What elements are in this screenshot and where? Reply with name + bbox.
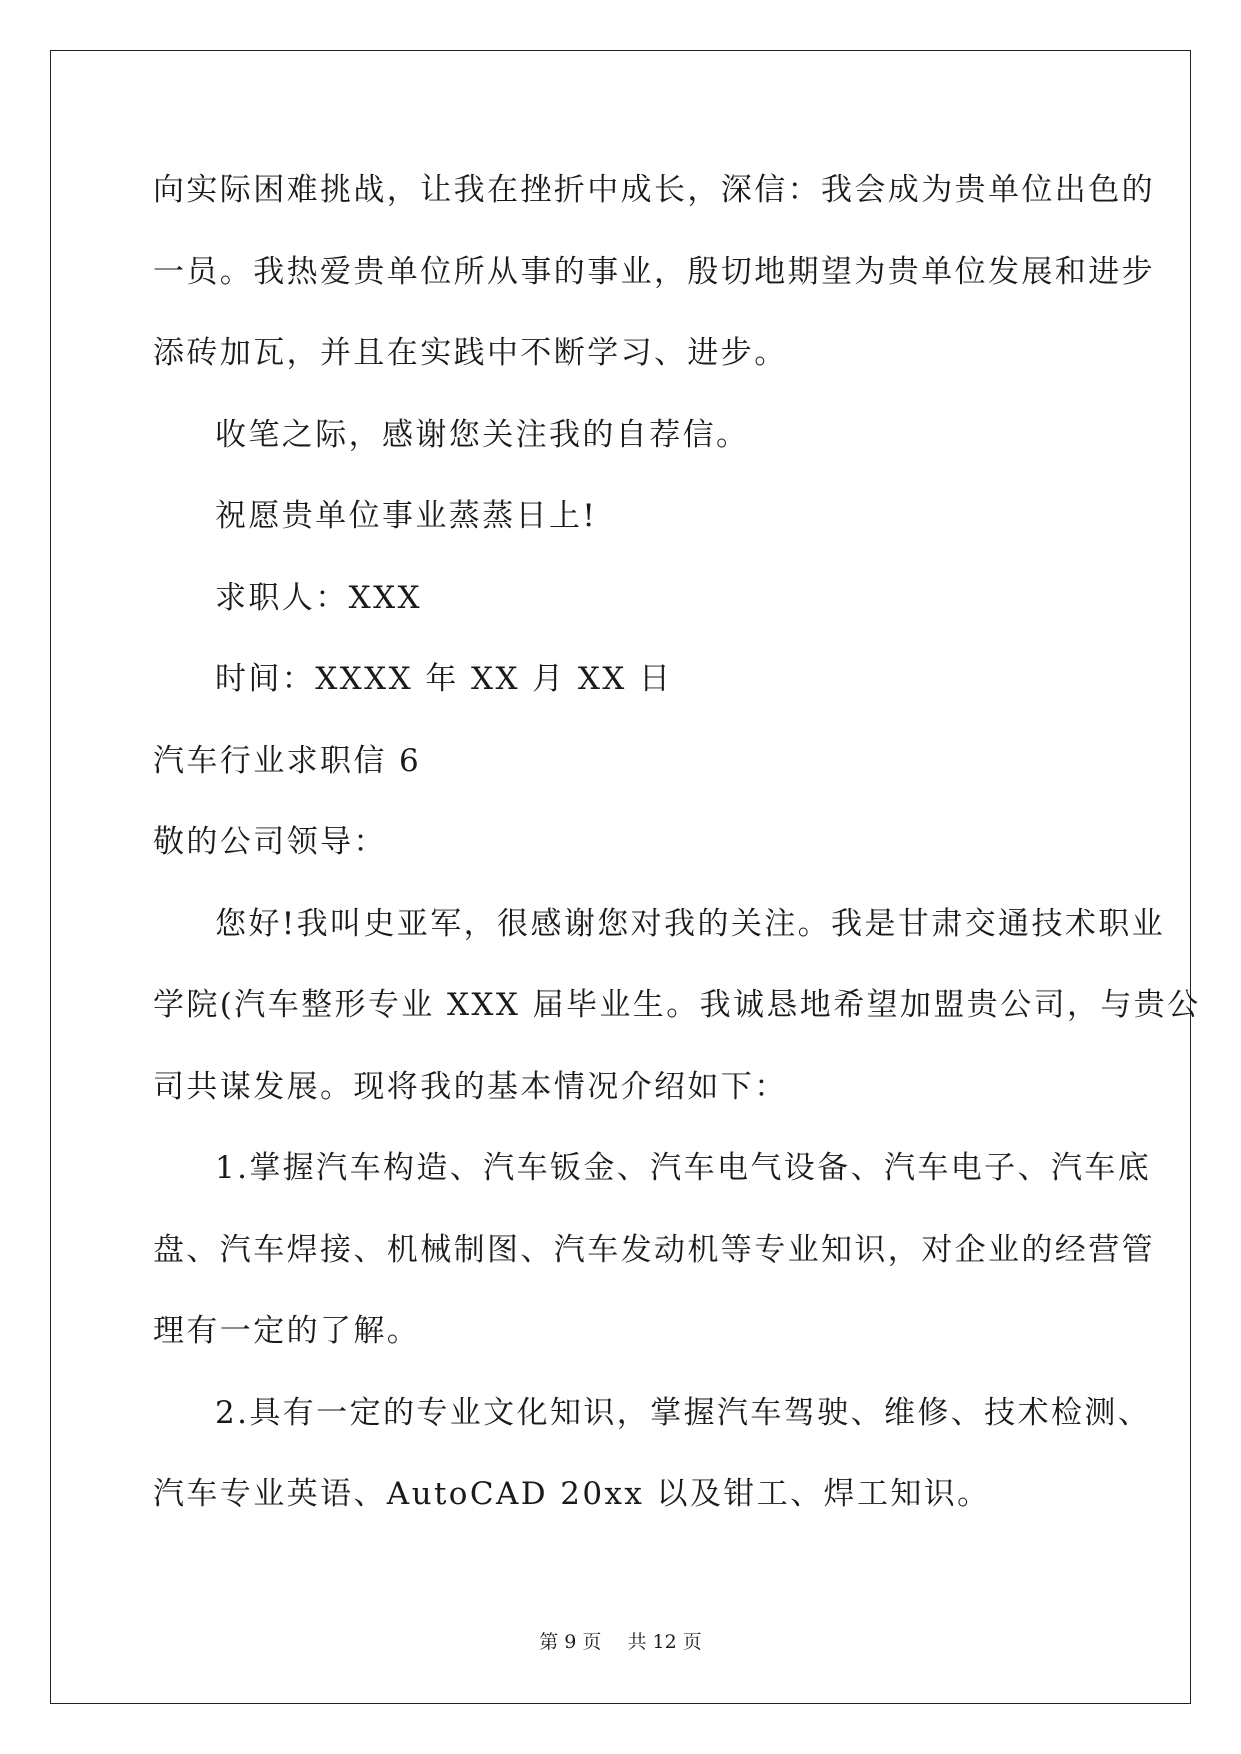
text-line: 祝愿贵单位事业蒸蒸日上! <box>215 498 598 534</box>
text-line: 盘、汽车焊接、机械制图、汽车发动机等专业知识，对企业的经营管 <box>153 1231 1155 1268</box>
text-line: 添砖加瓦，并且在实践中不断学习、进步。 <box>153 335 788 371</box>
text-line: 司共谋发展。现将我的基本情况介绍如下： <box>153 1068 788 1105</box>
text-line: 收笔之际，感谢您关注我的自荐信。 <box>215 416 750 453</box>
text-line: 敬的公司领导： <box>153 824 387 860</box>
text-line: 汽车行业求职信 6 <box>153 742 422 779</box>
text-line: 时间：XXXX 年 XX 月 XX 日 <box>215 661 673 697</box>
page-footer <box>0 1630 1241 1654</box>
text-line: 1.掌握汽车构造、汽车钣金、汽车电气设备、汽车电子、汽车底 <box>215 1150 1152 1186</box>
text-line: 向实际困难挑战，让我在挫折中成长，深信：我会成为贵单位出色的 <box>153 172 1155 208</box>
page-number: 第 9 页 <box>539 1631 602 1653</box>
text-line: 求职人：XXX <box>215 579 423 616</box>
text-line: 汽车专业英语、AutoCAD 20xx 以及钳工、焊工知识。 <box>153 1476 991 1512</box>
page-total: 共 12 页 <box>627 1631 702 1653</box>
document-body <box>153 160 1201 1546</box>
text-line: 理有一定的了解。 <box>153 1313 421 1349</box>
text-line: 一员。我热爱贵单位所从事的事业，殷切地期望为贵单位发展和进步 <box>153 253 1155 290</box>
text-line: 您好!我叫史亚军，很感谢您对我的关注。我是甘肃交通技术职业 <box>215 905 1166 942</box>
text-line: 学院(汽车整形专业 XXX 届毕业生。我诚恳地希望加盟贵公司，与贵公 <box>153 987 1201 1023</box>
text-line: 2.具有一定的专业文化知识，掌握汽车驾驶、维修、技术检测、 <box>215 1394 1152 1431</box>
